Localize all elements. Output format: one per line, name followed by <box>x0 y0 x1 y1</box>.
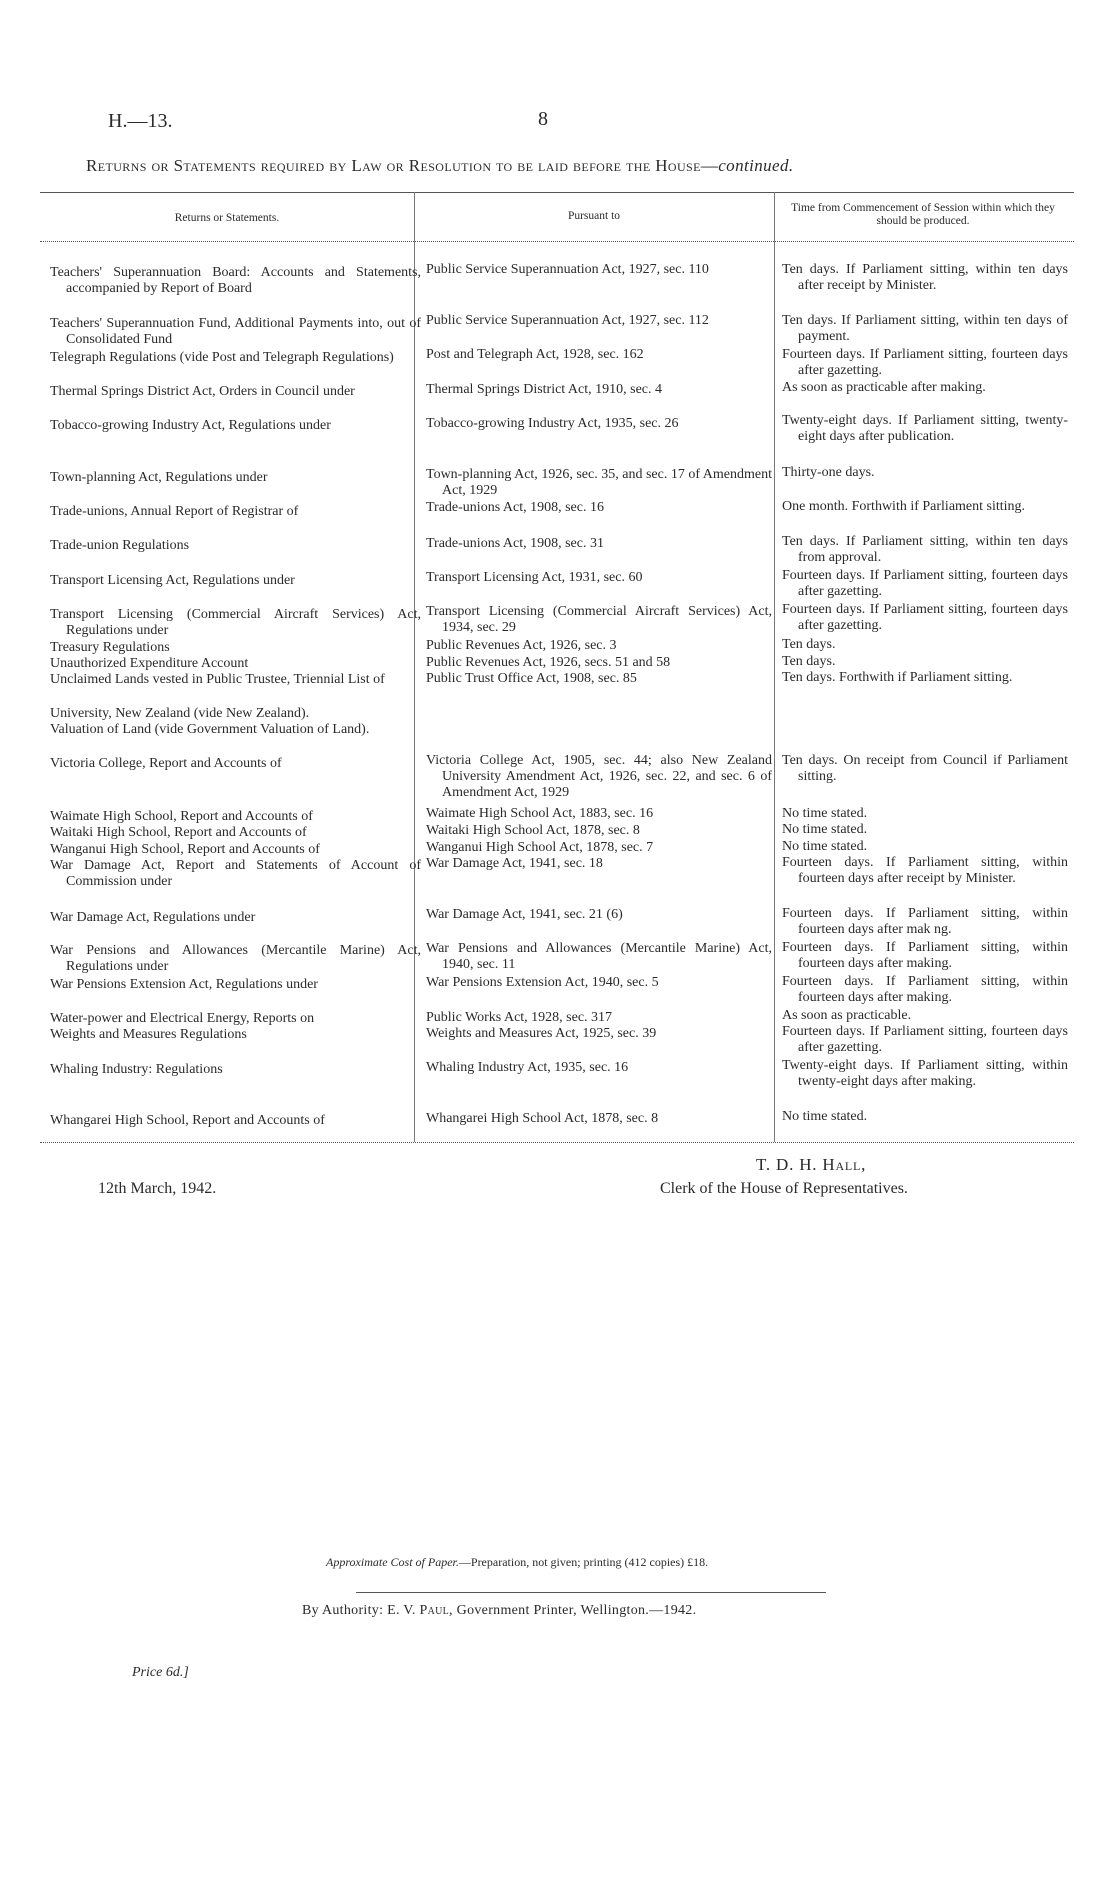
time-cell: Fourteen days. If Parliament sitting, fourteen days after gazetting. <box>782 568 1068 599</box>
price: Price 6d.] <box>132 1665 189 1680</box>
table-top-rule <box>40 192 1074 193</box>
time-cell: Ten days. If Parliament sitting, within ten days from approval. <box>782 534 1068 565</box>
signatory-name: T. D. H. Hall, <box>756 1155 867 1174</box>
pursuant-cell: Whaling Industry Act, 1935, sec. 16 <box>426 1060 629 1075</box>
returns-cell: Whangarei High School, Report and Accounts of <box>50 1113 325 1128</box>
pursuant-cell: Town-planning Act, 1926, sec. 35, and sec. 17 of Amendment Act, 1929 <box>426 467 772 498</box>
time-cell: Fourteen days. If Parliament sitting, within fourteen days after making. <box>782 940 1068 971</box>
returns-cell: Transport Licensing (Commercial Aircraft Services) Act, Regulations under <box>50 607 421 638</box>
pursuant-cell: War Damage Act, 1941, sec. 18 <box>426 856 603 871</box>
column-header-time: Time from Commencement of Session within which they should be produced. <box>791 202 1055 227</box>
returns-cell: Wanganui High School, Report and Accounts of <box>50 842 320 857</box>
title-continued: continued. <box>718 156 794 175</box>
pursuant-cell: Trade-unions Act, 1908, sec. 16 <box>426 500 604 515</box>
pursuant-cell: Waimate High School Act, 1883, sec. 16 <box>426 806 654 821</box>
pursuant-cell: Victoria College Act, 1905, sec. 44; also New Zealand University Amendment Act, 1926, sec. 22, and sec. 6 of Amendment Act, 1929 <box>426 753 772 800</box>
returns-cell: Victoria College, Report and Accounts of <box>50 756 282 771</box>
time-cell: One month. Forthwith if Parliament sitting. <box>782 499 1026 514</box>
printer-name: E. V. Paul, <box>387 1603 453 1618</box>
printer-details: Government Printer, Wellington.—1942. <box>456 1603 697 1618</box>
returns-cell: Teachers' Superannuation Board: Accounts and Statements, accompanied by Report of Board <box>50 265 421 296</box>
pursuant-cell: Weights and Measures Act, 1925, sec. 39 <box>426 1026 657 1041</box>
imprint-rule <box>356 1592 826 1593</box>
returns-cell: War Damage Act, Regulations under <box>50 910 256 925</box>
time-cell: As soon as practicable after making. <box>782 380 986 395</box>
time-cell: Fourteen days. If Parliament sitting, within fourteen days after making. <box>782 974 1068 1005</box>
time-cell: Ten days. If Parliament sitting, within ten days after receipt by Minister. <box>782 262 1068 293</box>
document-code: H.—13. <box>108 110 173 132</box>
page-number: 8 <box>538 108 548 130</box>
returns-cell: Unclaimed Lands vested in Public Trustee, Triennial List of <box>50 672 385 687</box>
column-header-returns: Returns or Statements. <box>174 212 280 224</box>
returns-cell: Telegraph Regulations (vide Post and Telegraph Regulations) <box>50 350 394 365</box>
returns-cell: Teachers' Superannuation Fund, Additional Payments into, out of Consolidated Fund <box>50 316 421 347</box>
returns-cell: University, New Zealand (vide New Zealand). <box>50 706 310 721</box>
pursuant-cell: Transport Licensing Act, 1931, sec. 60 <box>426 570 643 585</box>
pursuant-cell: Trade-unions Act, 1908, sec. 31 <box>426 536 604 551</box>
page-title <box>86 156 1026 176</box>
pursuant-cell: War Pensions Extension Act, 1940, sec. 5 <box>426 975 659 990</box>
returns-cell: Thermal Springs District Act, Orders in Council under <box>50 384 355 399</box>
authority-label: By Authority: <box>302 1603 384 1618</box>
time-cell: No time stated. <box>782 1109 868 1124</box>
pursuant-cell: War Damage Act, 1941, sec. 21 (6) <box>426 907 623 922</box>
time-cell: Twenty-eight days. If Parliament sitting, twenty-eight days after publication. <box>782 413 1068 444</box>
cost-of-paper <box>326 1555 708 1570</box>
title-main: Returns or Statements required by Law or Resolution to be laid before the House— <box>86 156 719 175</box>
pursuant-cell: Public Service Superannuation Act, 1927, sec. 110 <box>426 262 709 277</box>
time-cell: Fourteen days. If Parliament sitting, fourteen days after gazetting. <box>782 602 1068 633</box>
printer-imprint <box>302 1603 696 1619</box>
time-cell: Fourteen days. If Parliament sitting, fourteen days after gazetting. <box>782 347 1068 378</box>
time-cell: Ten days. On receipt from Council if Parliament sitting. <box>782 753 1068 784</box>
returns-cell: Trade-union Regulations <box>50 538 190 553</box>
pursuant-cell: Public Revenues Act, 1926, secs. 51 and 58 <box>426 655 671 670</box>
returns-cell: Valuation of Land (vide Government Valuation of Land). <box>50 722 370 737</box>
returns-cell: War Pensions Extension Act, Regulations under <box>50 977 318 992</box>
pursuant-cell: Tobacco-growing Industry Act, 1935, sec. 26 <box>426 416 679 431</box>
table-bottom-rule <box>40 1142 1074 1143</box>
returns-cell: Tobacco-growing Industry Act, Regulations under <box>50 418 331 433</box>
time-cell: As soon as practicable. <box>782 1008 912 1023</box>
returns-cell: Whaling Industry: Regulations <box>50 1062 223 1077</box>
pursuant-cell: Post and Telegraph Act, 1928, sec. 162 <box>426 347 644 362</box>
time-cell: Fourteen days. If Parliament sitting, within fourteen days after receipt by Minister. <box>782 855 1068 886</box>
returns-cell: Waitaki High School, Report and Accounts of <box>50 825 307 840</box>
pursuant-cell: Public Revenues Act, 1926, sec. 3 <box>426 638 617 653</box>
document-date: 12th March, 1942. <box>98 1180 217 1197</box>
time-cell: Fourteen days. If Parliament sitting, fourteen days after gazetting. <box>782 1024 1068 1055</box>
returns-cell: Unauthorized Expenditure Account <box>50 656 249 671</box>
returns-cell: Water-power and Electrical Energy, Reports on <box>50 1011 315 1026</box>
pursuant-cell: Whangarei High School Act, 1878, sec. 8 <box>426 1111 659 1126</box>
time-cell: No time stated. <box>782 822 868 837</box>
time-cell: No time stated. <box>782 806 868 821</box>
returns-cell: Weights and Measures Regulations <box>50 1027 247 1042</box>
pursuant-cell: Public Service Superannuation Act, 1927, sec. 112 <box>426 313 709 328</box>
cost-text: —Preparation, not given; printing (412 copies) £18. <box>458 1555 709 1569</box>
returns-cell: Trade-unions, Annual Report of Registrar of <box>50 504 299 519</box>
time-cell: Ten days. Forthwith if Parliament sitting. <box>782 670 1013 685</box>
cost-label: Approximate Cost of Paper. <box>326 1555 459 1569</box>
time-cell: Twenty-eight days. If Parliament sitting, within twenty-eight days after making. <box>782 1058 1068 1089</box>
returns-cell: War Pensions and Allowances (Mercantile Marine) Act, Regulations under <box>50 943 421 974</box>
returns-cell: War Damage Act, Report and Statements of Account of Commission under <box>50 858 421 889</box>
pursuant-cell: Thermal Springs District Act, 1910, sec. 4 <box>426 382 663 397</box>
pursuant-cell: Public Works Act, 1928, sec. 317 <box>426 1010 613 1025</box>
pursuant-cell: Waitaki High School Act, 1878, sec. 8 <box>426 823 640 838</box>
pursuant-cell: Transport Licensing (Commercial Aircraft Services) Act, 1934, sec. 29 <box>426 604 772 635</box>
column-divider-2 <box>774 192 775 1142</box>
pursuant-cell: Wanganui High School Act, 1878, sec. 7 <box>426 840 654 855</box>
returns-cell: Waimate High School, Report and Accounts of <box>50 809 313 824</box>
time-cell: Fourteen days. If Parliament sitting, within fourteen days after mak ng. <box>782 906 1068 937</box>
returns-cell: Town-planning Act, Regulations under <box>50 470 268 485</box>
pursuant-cell: Public Trust Office Act, 1908, sec. 85 <box>426 671 637 686</box>
column-header-pursuant: Pursuant to <box>567 210 621 222</box>
time-cell: Thirty-one days. <box>782 465 875 480</box>
signatory-title: Clerk of the House of Representatives. <box>660 1180 908 1197</box>
returns-cell: Transport Licensing Act, Regulations under <box>50 573 295 588</box>
table-header-rule <box>40 241 1074 242</box>
time-cell: Ten days. <box>782 654 836 669</box>
time-cell: Ten days. If Parliament sitting, within ten days of payment. <box>782 313 1068 344</box>
time-cell: No time stated. <box>782 839 868 854</box>
time-cell: Ten days. <box>782 637 836 652</box>
pursuant-cell: War Pensions and Allowances (Mercantile Marine) Act, 1940, sec. 11 <box>426 941 772 972</box>
returns-cell: Treasury Regulations <box>50 640 170 655</box>
